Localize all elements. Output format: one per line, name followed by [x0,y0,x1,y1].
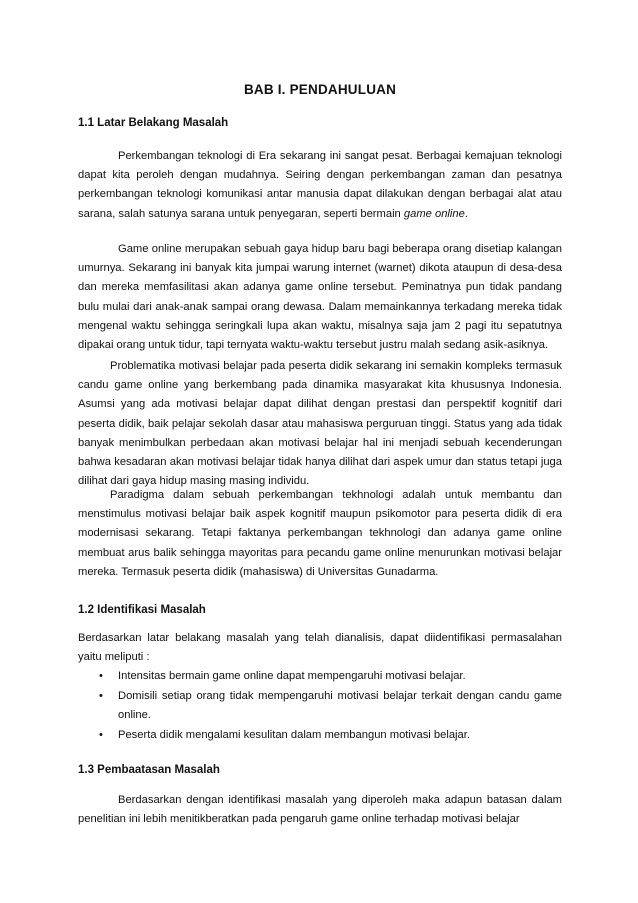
paragraph-latar-1 [78,147,562,224]
list-item-text: Peserta didik mengalami kesulitan dalam membangun motivasi belajar. [118,728,470,741]
section-heading-1-3: 1.3 Pembaatasan Masalah [78,764,220,776]
paragraph-text: Berdasarkan dengan identifikasi masalah yang diperoleh maka adapun batasan dalam penelitian ini lebih menitikberatkan pada pengaruh game online terhadap motivasi belajar [78,794,562,826]
paragraph-text: Paradigma dalam sebuah perkembangan tekhnologi adalah untuk membantu dan menstimulus motivasi belajar baik aspek kognitif maupun psikomotor para peserta didik di era modernisasi sekarang. Tetapi faktanya perkembangan tekhnologi dan adanya game online membuat arus balik sehingga mayoritas para pecandu game online menurunkan motivasi belajar mereka. Termasuk peserta didik (mahasiswa) di Universitas Gunadarma. [78,489,562,578]
section-heading-1-1: 1.1 Latar Belakang Masalah [78,117,229,129]
section-heading-1-2: 1.2 Identifikasi Masalah [78,604,206,616]
paragraph-text: Berdasarkan latar belakang masalah yang telah dianalisis, dapat diidentifikasi permasalahan yaitu meliputi : [78,632,562,664]
bullet-icon: • [99,728,103,741]
document-page [78,0,562,903]
list-item [78,687,562,726]
paragraph-latar-4 [78,486,562,582]
paragraph-pembatasan [78,791,562,829]
paragraph-text: Problematika motivasi belajar pada peserta didik sekarang ini semakin kompleks termasuk candu game online yang berkembang pada dinamika masyarakat kita khususnya Indonesia. Asumsi yang ada motivasi belajar dapat dilihat dengan prestasi dan perspektif kognitif dari peserta didik, baik pelajar sekolah dasar atau mahasiswa perguruan tinggi. Status yang ada tidak banyak menimbulkan perbedaan akan motivasi belajar hal ini menjadi sebuah kecenderungan bahwa kesadaran akan motivasi belajar tidak hanya dilihat dari aspek umur dan status tetapi juga dilihat dari gaya hidup masing masing individu. [78,360,562,488]
identifikasi-list [78,667,562,745]
list-item [78,667,562,687]
list-item [78,726,562,746]
bullet-icon: • [99,689,103,702]
paragraph-latar-3 [78,357,562,491]
list-item-text: Domisili setiap orang tidak mempengaruhi motivasi belajar terkait dengan candu game online. [118,689,562,721]
paragraph-text: Perkembangan teknologi di Era sekarang ini sangat pesat. Berbagai kemajuan teknologi dapat kita peroleh dengan mudahnya. Seiring dengan perkembangan zaman dan pesatnya perkembangan teknologi komunikasi antar manusia dapat dilakukan dengan berbagai alat atau sarana, salah satunya sarana untuk penyegaran, seperti bermain game online. [78,150,562,220]
list-item-text: Intensitas bermain game online dapat mempengaruhi motivasi belajar. [118,670,466,682]
paragraph-latar-2 [78,240,562,355]
italic-term: game online [403,207,465,220]
chapter-title: BAB I. PENDAHULUAN [243,82,397,97]
paragraph-text: Game online merupakan sebuah gaya hidup baru bagi beberapa orang disetiap kalangan umurnya. Sekarang ini banyak kita jumpai warung internet (warnet) dikota ataupun di desa-desa dan mereka memfasilitasi akan adanya game online tersebut. Peminatnya pun tidak pandang bulu mulai dari anak-anak sampai orang dewasa. Dalam memainkannya terkadang mereka tidak mengenal waktu sehingga seringkali lupa akan waktu, misalnya saja jam 2 pagi itu sepatutnya dipakai orang untuk tidur, tapi ternyata waktu-waktu tersebut justru malah sedang asik-asiknya. [78,243,562,352]
identifikasi-intro [78,629,562,667]
bullet-icon: • [99,670,103,682]
